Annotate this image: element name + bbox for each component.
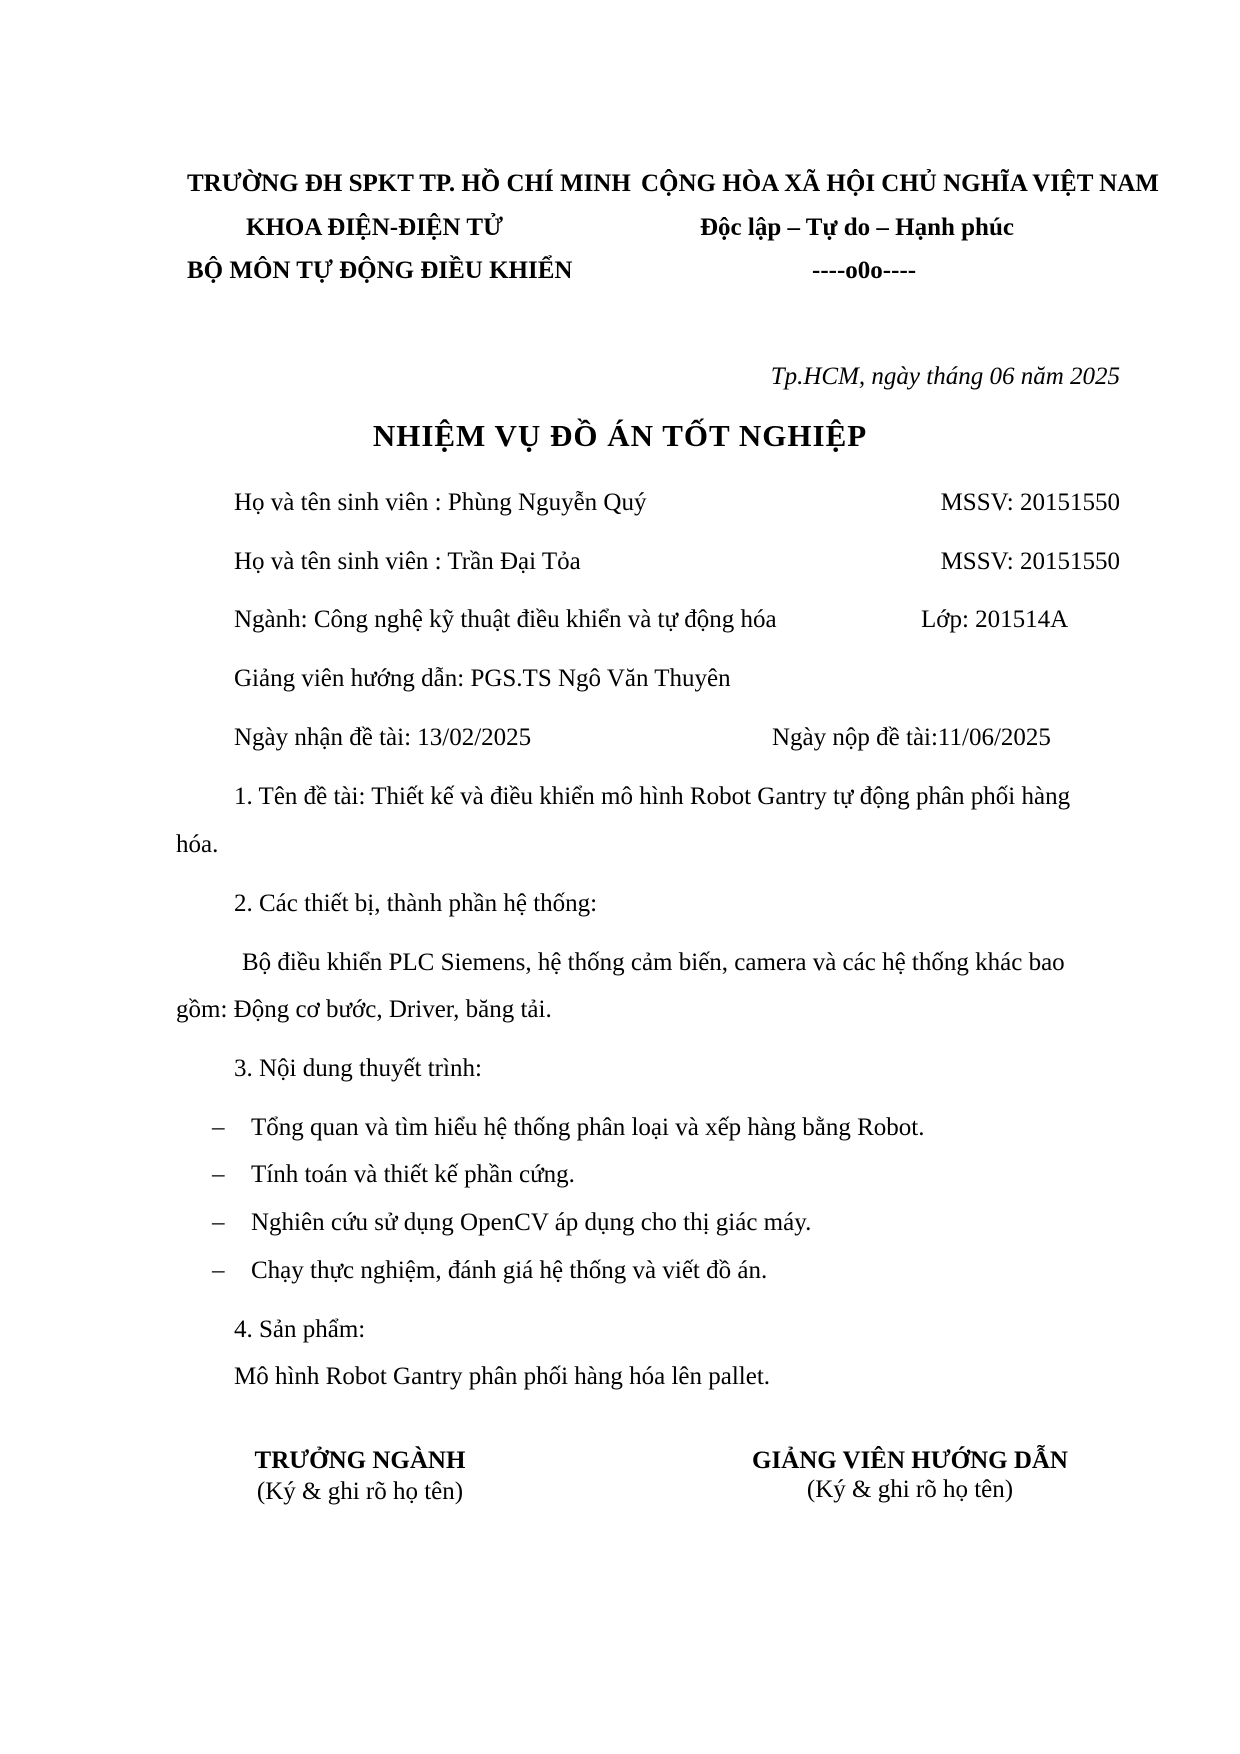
student-2-name: Họ và tên sinh viên : Trần Đại Tỏa (234, 548, 581, 575)
signature-left-title: TRƯỞNG NGÀNH (254, 1447, 466, 1474)
section-3-heading: 3. Nội dung thuyết trình: (234, 1055, 482, 1082)
bullet-dash: – (212, 1161, 225, 1188)
class: Lớp: 201514A (921, 606, 1069, 633)
school-name: TRƯỜNG ĐH SPKT TP. HỒ CHÍ MINH (187, 170, 631, 197)
section-2-heading: 2. Các thiết bị, thành phần hệ thống: (234, 890, 598, 917)
list-item: Nghiên cứu sử dụng OpenCV áp dụng cho thị giác máy. (251, 1209, 812, 1236)
department-name: BỘ MÔN TỰ ĐỘNG ĐIỀU KHIỂN (187, 257, 573, 284)
list-item: Tổng quan và tìm hiểu hệ thống phân loại và xếp hàng bằng Robot. (251, 1114, 925, 1141)
date-line: Tp.HCM, ngày tháng 06 năm 2025 (770, 363, 1120, 390)
major: Ngành: Công nghệ kỹ thuật điều khiển và tự động hóa (234, 606, 777, 633)
student-1-name: Họ và tên sinh viên : Phùng Nguyễn Quý (234, 489, 647, 516)
section-1-line-1: 1. Tên đề tài: Thiết kế và điều khiển mô hình Robot Gantry tự động phân phối hàng (234, 783, 1071, 810)
list-item: Tính toán và thiết kế phần cứng. (251, 1161, 575, 1188)
section-4-heading: 4. Sản phẩm: (234, 1316, 366, 1343)
signature-right-title: GIẢNG VIÊN HƯỚNG DẪN (752, 1447, 1068, 1474)
bullet-dash: – (212, 1209, 225, 1236)
received-date: Ngày nhận đề tài: 13/02/2025 (234, 724, 532, 751)
submitted-date: Ngày nộp đề tài:11/06/2025 (772, 724, 1051, 751)
page-title: NHIỆM VỤ ĐỒ ÁN TỐT NGHIỆP (372, 418, 868, 453)
bullet-dash: – (212, 1114, 225, 1141)
motto: Độc lập – Tự do – Hạnh phúc (700, 214, 1014, 241)
section-4-line: Mô hình Robot Gantry phân phối hàng hóa lên pallet. (234, 1363, 771, 1390)
student-2-id: MSSV: 20151550 (940, 548, 1120, 575)
section-2-line-1: Bộ điều khiển PLC Siemens, hệ thống cảm biến, camera và các hệ thống khác bao (242, 949, 1065, 976)
list-item: Chạy thực nghiệm, đánh giá hệ thống và viết đồ án. (251, 1257, 768, 1284)
country-name: CỘNG HÒA XÃ HỘI CHỦ NGHĨA VIỆT NAM (641, 170, 1159, 197)
advisor: Giảng viên hướng dẫn: PGS.TS Ngô Văn Thuyên (234, 665, 731, 692)
student-1-id: MSSV: 20151550 (940, 489, 1120, 516)
faculty-name: KHOA ĐIỆN-ĐIỆN TỬ (246, 214, 503, 241)
section-2-line-2: gồm: Động cơ bước, Driver, băng tải. (176, 996, 552, 1023)
section-1-line-2: hóa. (176, 831, 219, 858)
bullet-dash: – (212, 1257, 225, 1284)
signature-right-note: (Ký & ghi rõ họ tên) (806, 1476, 1014, 1503)
separator-mark: ----o0o---- (812, 257, 917, 284)
signature-left-note: (Ký & ghi rõ họ tên) (256, 1478, 464, 1505)
